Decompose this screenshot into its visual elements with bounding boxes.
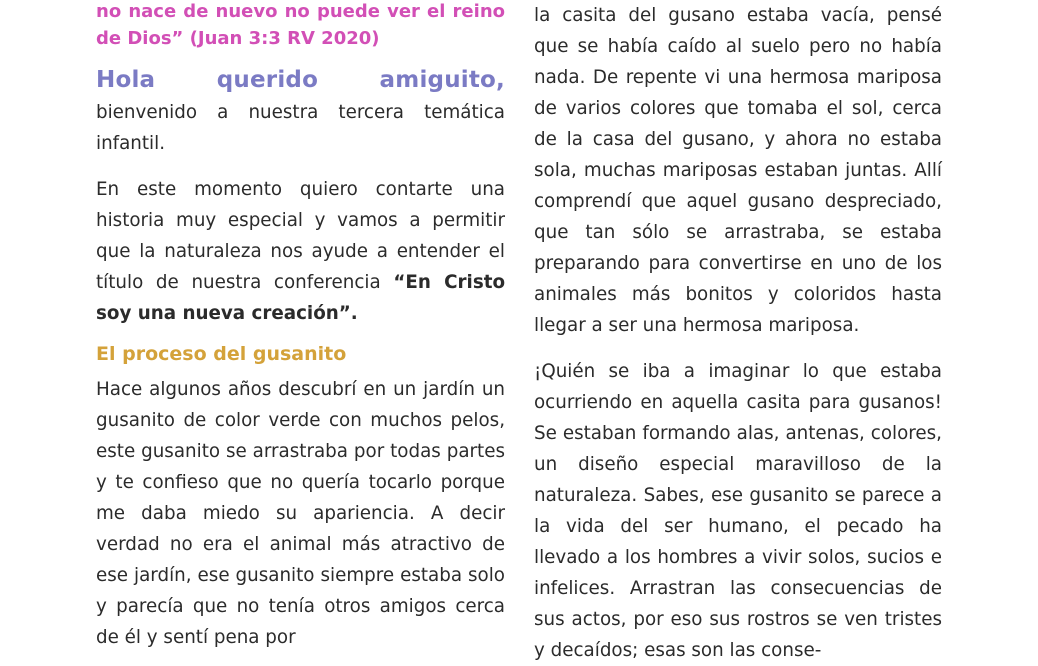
greeting-rest: bienvenido a nuestra tercera temática infantil. [96,102,505,154]
intro-text: En este momento quiero contarte una historia muy especial y vamos a permitir que la naturaleza nos ayude a entender el título de nuestra conferencia [96,179,505,293]
right-column [534,0,942,666]
bible-quote: no nace de nuevo no puede ver el reino de Dios” (Juan 3:3 RV 2020) [96,1,505,49]
conference-title: “En Cristo soy una nueva creación”. [96,272,506,324]
greeting-paragraph [96,65,505,159]
left-column [96,0,505,653]
greeting-title: Hola querido amiguito, [96,67,505,93]
section-heading: El proceso del gusanito [96,343,347,365]
story-paragraph: Hace algunos años descubrí en un jardín un gusanito de color verde con muchos pelos, este gusanito se arrastraba por todas partes y te confieso que no quería tocarlo porque me daba miedo su apariencia. A decir verdad no era el animal más atractivo de ese jardín, ese gusanito siempre estaba solo y parecía que no tenía otros amigos cerca de él y sentí pena por [96,379,505,648]
transformation-paragraph: ¡Quién se iba a imaginar lo que estaba ocurriendo en aquella casita para gusanos! Se estaban formando alas, antenas, colores, un diseño especial maravilloso de la naturaleza. Sabes, ese gusanito se parece a la vida del ser humano, el pecado ha llevado a los hombres a vivir solos, sucios e infelices. Arrastran las consecuencias de sus actos, por eso sus rostros se ven tristes y decaídos; esas son las conse- [534,361,942,661]
butterfly-paragraph: la casita del gusano estaba vacía, pensé que se había caído al suelo pero no había nada. De repente vi una hermosa mariposa de varios colores que tomaba el sol, cerca de la casa del gusano, y ahora no estaba sola, muchas mariposas estaban juntas. Allí comprendí que aquel gusano despreciado, que tan sólo se arrastraba, se estaba preparando para convertirse en uno de los animales más bonitos y coloridos hasta llegar a ser una hermosa mariposa. [534,5,942,336]
intro-paragraph [96,174,505,329]
